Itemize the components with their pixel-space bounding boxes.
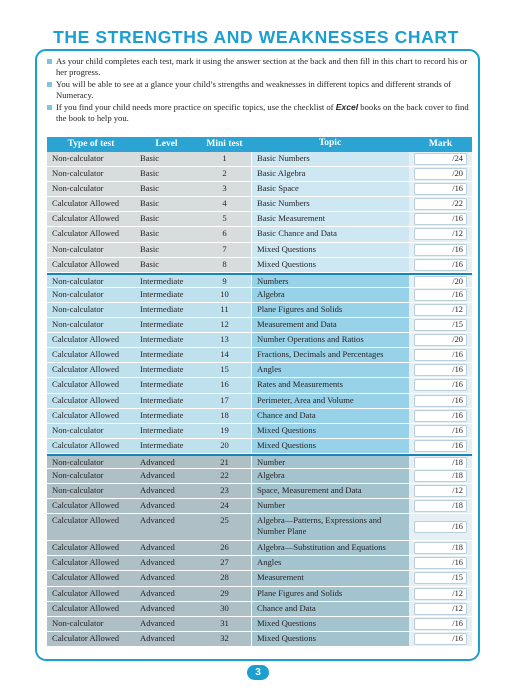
cell-mark xyxy=(409,333,472,347)
cell-topic: Mixed Questions xyxy=(251,632,409,646)
cell-topic: Mixed Questions xyxy=(251,424,409,438)
cell-mini-test: 1 xyxy=(198,152,251,166)
intro-item xyxy=(47,102,477,123)
cell-level: Advanced xyxy=(135,602,198,616)
table-row xyxy=(47,499,472,514)
cell-mark xyxy=(409,409,472,423)
cell-mini-test: 15 xyxy=(198,363,251,377)
cell-type-of-test: Non-calculator xyxy=(47,484,135,498)
intro-item xyxy=(47,56,477,77)
cell-topic: Chance and Data xyxy=(251,409,409,423)
bullet-square-icon xyxy=(47,82,52,87)
cell-mini-test: 26 xyxy=(198,541,251,555)
cell-type-of-test: Non-calculator xyxy=(47,167,135,181)
table-row xyxy=(47,602,472,617)
cell-type-of-test: Non-calculator xyxy=(47,275,135,287)
cell-topic: Numbers xyxy=(251,275,409,287)
table-row xyxy=(47,394,472,409)
cell-mark xyxy=(409,424,472,438)
cell-mark xyxy=(409,378,472,392)
cell-topic: Mixed Questions xyxy=(251,617,409,631)
table-row xyxy=(47,288,472,303)
mark-entry-box: /16 xyxy=(414,244,467,256)
mark-entry-box: /12 xyxy=(414,228,467,240)
cell-type-of-test: Calculator Allowed xyxy=(47,258,135,272)
cell-mark xyxy=(409,303,472,317)
cell-topic: Angles xyxy=(251,556,409,570)
table-row xyxy=(47,571,472,586)
cell-type-of-test: Calculator Allowed xyxy=(47,348,135,362)
table-row xyxy=(47,243,472,258)
cell-topic: Algebra xyxy=(251,288,409,302)
cell-topic: Plane Figures and Solids xyxy=(251,303,409,317)
table-row xyxy=(47,541,472,556)
cell-type-of-test: Non-calculator xyxy=(47,318,135,332)
mark-entry-box: /12 xyxy=(414,485,467,497)
cell-mark xyxy=(409,456,472,468)
cell-mini-test: 29 xyxy=(198,587,251,601)
cell-level: Advanced xyxy=(135,469,198,483)
cell-mini-test: 21 xyxy=(198,456,251,468)
mark-entry-box: /16 xyxy=(414,410,467,422)
mark-entry-box: /18 xyxy=(414,457,467,468)
mark-entry-box: /16 xyxy=(414,521,467,533)
mark-entry-box: /20 xyxy=(414,334,467,346)
mark-entry-box: /15 xyxy=(414,319,467,331)
page-number: 3 xyxy=(247,665,269,680)
cell-mark xyxy=(409,602,472,616)
cell-type-of-test: Non-calculator xyxy=(47,456,135,468)
cell-type-of-test: Non-calculator xyxy=(47,424,135,438)
mark-entry-box: /16 xyxy=(414,379,467,391)
mark-entry-box: /18 xyxy=(414,542,467,554)
table-row xyxy=(47,363,472,378)
table-row xyxy=(47,632,472,647)
cell-level: Intermediate xyxy=(135,275,198,287)
cell-mini-test: 32 xyxy=(198,632,251,646)
cell-type-of-test: Non-calculator xyxy=(47,182,135,196)
cell-mini-test: 10 xyxy=(198,288,251,302)
cell-level: Intermediate xyxy=(135,409,198,423)
cell-mark xyxy=(409,363,472,377)
cell-mark xyxy=(409,617,472,631)
cell-level: Intermediate xyxy=(135,378,198,392)
table-row xyxy=(47,273,472,288)
cell-level: Advanced xyxy=(135,514,198,540)
cell-mark xyxy=(409,571,472,585)
cell-topic: Angles xyxy=(251,363,409,377)
bullet-square-icon xyxy=(47,59,52,64)
cell-level: Basic xyxy=(135,243,198,257)
cell-mark xyxy=(409,439,472,453)
cell-level: Intermediate xyxy=(135,288,198,302)
cell-type-of-test: Calculator Allowed xyxy=(47,632,135,646)
header-mark: Mark xyxy=(428,139,453,149)
table-row xyxy=(47,378,472,393)
cell-level: Basic xyxy=(135,197,198,211)
cell-type-of-test: Calculator Allowed xyxy=(47,333,135,347)
cell-level: Advanced xyxy=(135,541,198,555)
cell-topic: Perimeter, Area and Volume xyxy=(251,394,409,408)
cell-mini-test: 3 xyxy=(198,182,251,196)
mark-entry-box: /16 xyxy=(414,259,467,271)
cell-topic: Measurement xyxy=(251,571,409,585)
cell-level: Basic xyxy=(135,258,198,272)
table-row xyxy=(47,348,472,363)
cell-mark xyxy=(409,587,472,601)
cell-topic: Basic Space xyxy=(251,182,409,196)
cell-mark xyxy=(409,484,472,498)
mark-entry-box: /16 xyxy=(414,618,467,630)
mark-entry-box: /16 xyxy=(414,633,467,645)
table-body xyxy=(47,152,472,647)
table-row xyxy=(47,439,472,454)
cell-type-of-test: Calculator Allowed xyxy=(47,556,135,570)
cell-mark xyxy=(409,469,472,483)
mark-entry-box: /12 xyxy=(414,304,467,316)
cell-mini-test: 28 xyxy=(198,571,251,585)
mark-entry-box: /20 xyxy=(414,168,467,180)
cell-topic: Plane Figures and Solids xyxy=(251,587,409,601)
cell-type-of-test: Calculator Allowed xyxy=(47,587,135,601)
mark-entry-box: /16 xyxy=(414,364,467,376)
cell-mark xyxy=(409,212,472,226)
cell-mini-test: 2 xyxy=(198,167,251,181)
cell-mini-test: 9 xyxy=(198,275,251,287)
cell-mini-test: 27 xyxy=(198,556,251,570)
cell-topic: Mixed Questions xyxy=(251,439,409,453)
intro-item xyxy=(47,79,477,100)
cell-mini-test: 25 xyxy=(198,514,251,540)
intro-text: As your child completes each test, mark it using the answer section at the back and then fill in this chart to record his or her progress. xyxy=(56,56,468,77)
cell-level: Basic xyxy=(135,167,198,181)
mark-entry-box: /16 xyxy=(414,395,467,407)
cell-mini-test: 22 xyxy=(198,469,251,483)
mark-entry-box: /16 xyxy=(414,213,467,225)
cell-level: Basic xyxy=(135,152,198,166)
progress-table xyxy=(47,137,472,647)
table-row xyxy=(47,212,472,227)
table-row xyxy=(47,484,472,499)
cell-type-of-test: Calculator Allowed xyxy=(47,227,135,241)
mark-entry-box: /16 xyxy=(414,349,467,361)
cell-mark xyxy=(409,394,472,408)
cell-topic: Mixed Questions xyxy=(251,258,409,272)
cell-level: Intermediate xyxy=(135,424,198,438)
cell-type-of-test: Calculator Allowed xyxy=(47,602,135,616)
table-row xyxy=(47,227,472,242)
cell-topic: Basic Chance and Data xyxy=(251,227,409,241)
cell-type-of-test: Calculator Allowed xyxy=(47,439,135,453)
table-row xyxy=(47,454,472,469)
mark-entry-box: /24 xyxy=(414,153,467,165)
cell-topic: Basic Numbers xyxy=(251,152,409,166)
cell-mark xyxy=(409,243,472,257)
cell-topic: Basic Algebra xyxy=(251,167,409,181)
intro-text: books on the back cover to find the book to help you. xyxy=(56,102,469,123)
intro-text: You will be able to see at a glance your child’s strengths and weaknesses in different topics and different strands of Numeracy. xyxy=(56,79,451,100)
cell-type-of-test: Calculator Allowed xyxy=(47,197,135,211)
cell-type-of-test: Calculator Allowed xyxy=(47,409,135,423)
cell-mini-test: 5 xyxy=(198,212,251,226)
cell-level: Advanced xyxy=(135,587,198,601)
cell-mini-test: 12 xyxy=(198,318,251,332)
cell-mini-test: 31 xyxy=(198,617,251,631)
table-row xyxy=(47,152,472,167)
cell-type-of-test: Calculator Allowed xyxy=(47,514,135,540)
cell-type-of-test: Non-calculator xyxy=(47,243,135,257)
table-row xyxy=(47,182,472,197)
cell-mark xyxy=(409,632,472,646)
cell-mini-test: 18 xyxy=(198,409,251,423)
cell-mark xyxy=(409,197,472,211)
table-row xyxy=(47,469,472,484)
mark-entry-box: /12 xyxy=(414,603,467,615)
cell-mark xyxy=(409,258,472,272)
cell-level: Advanced xyxy=(135,617,198,631)
table-row xyxy=(47,333,472,348)
cell-topic: Basic Measurement xyxy=(251,212,409,226)
cell-level: Advanced xyxy=(135,556,198,570)
excel-brand: Excel xyxy=(335,102,359,112)
cell-level: Basic xyxy=(135,227,198,241)
table-row xyxy=(47,617,472,632)
cell-type-of-test: Non-calculator xyxy=(47,469,135,483)
cell-type-of-test: Non-calculator xyxy=(47,288,135,302)
table-row xyxy=(47,424,472,439)
table-row xyxy=(47,318,472,333)
mark-entry-box: /16 xyxy=(414,557,467,569)
table-row xyxy=(47,556,472,571)
cell-level: Intermediate xyxy=(135,394,198,408)
intro-list xyxy=(47,56,477,125)
cell-level: Advanced xyxy=(135,632,198,646)
mark-entry-box: /22 xyxy=(414,198,467,210)
cell-topic: Chance and Data xyxy=(251,602,409,616)
cell-topic: Number Operations and Ratios xyxy=(251,333,409,347)
cell-level: Advanced xyxy=(135,484,198,498)
mark-entry-box: /12 xyxy=(414,588,467,600)
cell-mini-test: 8 xyxy=(198,258,251,272)
table-row xyxy=(47,197,472,212)
cell-level: Basic xyxy=(135,212,198,226)
cell-topic: Number xyxy=(251,456,409,468)
cell-mark xyxy=(409,514,472,540)
header-mini-test: Mini test xyxy=(206,139,243,149)
header-type-of-test: Type of test xyxy=(67,139,115,149)
cell-mini-test: 13 xyxy=(198,333,251,347)
cell-level: Intermediate xyxy=(135,333,198,347)
table-row xyxy=(47,167,472,182)
cell-mark xyxy=(409,167,472,181)
cell-mini-test: 4 xyxy=(198,197,251,211)
table-row xyxy=(47,587,472,602)
mark-entry-box: /16 xyxy=(414,289,467,301)
cell-type-of-test: Calculator Allowed xyxy=(47,212,135,226)
mark-entry-box: /16 xyxy=(414,425,467,437)
cell-level: Basic xyxy=(135,182,198,196)
cell-type-of-test: Non-calculator xyxy=(47,152,135,166)
cell-mark xyxy=(409,541,472,555)
cell-type-of-test: Calculator Allowed xyxy=(47,571,135,585)
cell-mini-test: 7 xyxy=(198,243,251,257)
cell-topic: Algebra—Patterns, Expressions and Number Plane xyxy=(251,514,409,540)
cell-mark xyxy=(409,152,472,166)
table-row xyxy=(47,303,472,318)
cell-mini-test: 20 xyxy=(198,439,251,453)
cell-type-of-test: Calculator Allowed xyxy=(47,541,135,555)
table-row xyxy=(47,258,472,273)
cell-mini-test: 6 xyxy=(198,227,251,241)
cell-mini-test: 19 xyxy=(198,424,251,438)
cell-mark xyxy=(409,275,472,287)
cell-type-of-test: Calculator Allowed xyxy=(47,394,135,408)
cell-mini-test: 16 xyxy=(198,378,251,392)
mark-entry-box: /16 xyxy=(414,440,467,452)
header-topic: Topic xyxy=(318,138,342,148)
cell-mark xyxy=(409,227,472,241)
cell-level: Advanced xyxy=(135,499,198,513)
mark-entry-box: /16 xyxy=(414,183,467,195)
cell-mark xyxy=(409,318,472,332)
cell-level: Advanced xyxy=(135,571,198,585)
cell-level: Intermediate xyxy=(135,303,198,317)
cell-mini-test: 14 xyxy=(198,348,251,362)
cell-mark xyxy=(409,556,472,570)
mark-entry-box: /18 xyxy=(414,470,467,482)
cell-type-of-test: Calculator Allowed xyxy=(47,378,135,392)
intro-text: If you find your child needs more practice on specific topics, use the checklist of xyxy=(56,102,336,112)
cell-mark xyxy=(409,288,472,302)
table-header xyxy=(47,137,472,152)
page-title: THE STRENGTHS AND WEAKNESSES CHART xyxy=(53,27,459,47)
cell-mini-test: 17 xyxy=(198,394,251,408)
table-row xyxy=(47,409,472,424)
cell-type-of-test: Calculator Allowed xyxy=(47,499,135,513)
bullet-square-icon xyxy=(47,105,52,110)
cell-type-of-test: Calculator Allowed xyxy=(47,363,135,377)
table-row xyxy=(47,514,472,541)
cell-level: Intermediate xyxy=(135,439,198,453)
mark-entry-box: /20 xyxy=(414,276,467,287)
cell-level: Intermediate xyxy=(135,348,198,362)
cell-mini-test: 23 xyxy=(198,484,251,498)
cell-type-of-test: Non-calculator xyxy=(47,617,135,631)
cell-mini-test: 11 xyxy=(198,303,251,317)
cell-mini-test: 30 xyxy=(198,602,251,616)
cell-topic: Measurement and Data xyxy=(251,318,409,332)
cell-level: Intermediate xyxy=(135,363,198,377)
header-level: Level xyxy=(155,139,178,149)
cell-mark xyxy=(409,182,472,196)
cell-level: Advanced xyxy=(135,456,198,468)
cell-mark xyxy=(409,348,472,362)
cell-level: Intermediate xyxy=(135,318,198,332)
cell-type-of-test: Non-calculator xyxy=(47,303,135,317)
cell-topic: Rates and Measurements xyxy=(251,378,409,392)
cell-topic: Mixed Questions xyxy=(251,243,409,257)
cell-topic: Algebra xyxy=(251,469,409,483)
cell-topic: Number xyxy=(251,499,409,513)
cell-topic: Algebra—Substitution and Equations xyxy=(251,541,409,555)
cell-topic: Fractions, Decimals and Percentages xyxy=(251,348,409,362)
cell-mini-test: 24 xyxy=(198,499,251,513)
cell-topic: Basic Numbers xyxy=(251,197,409,211)
mark-entry-box: /15 xyxy=(414,572,467,584)
mark-entry-box: /18 xyxy=(414,500,467,512)
cell-topic: Space, Measurement and Data xyxy=(251,484,409,498)
cell-mark xyxy=(409,499,472,513)
